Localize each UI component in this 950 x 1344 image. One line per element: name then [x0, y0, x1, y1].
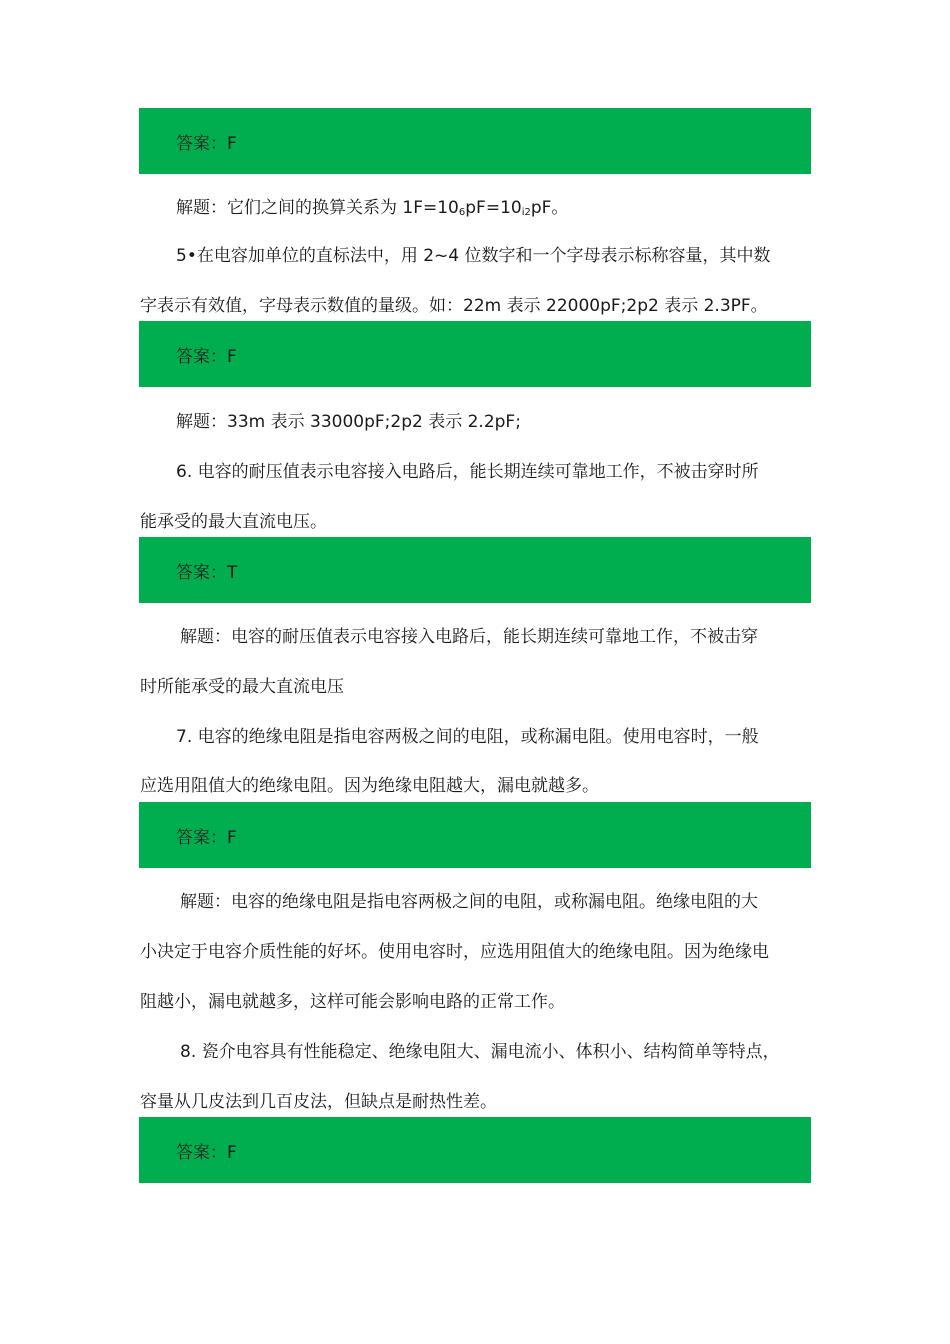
explanation-7-line-2: 小决定于电容介质性能的好坏。使用电容时，应选用阻值大的绝缘电阻。因为绝缘电	[140, 942, 769, 962]
question-7-line-1: 7. 电容的绝缘电阻是指电容两极之间的电阻，或称漏电阻。使用电容时，一般	[176, 727, 759, 747]
answer-text: 答案：F	[176, 827, 237, 848]
answer-text: 答案：T	[176, 562, 238, 583]
question-7-line-2: 应选用阻值大的绝缘电阻。因为绝缘电阻越大，漏电就越多。	[140, 776, 599, 796]
question-6-line-2: 能承受的最大直流电压。	[140, 512, 327, 532]
explanation-7-line-3: 阻越小，漏电就越多，这样可能会影响电路的正常工作。	[140, 992, 565, 1012]
answer-text: 答案：F	[176, 133, 237, 154]
explanation-6-line-1: 解题：电容的耐压值表示电容接入电路后，能长期连续可靠地工作，不被击穿	[180, 627, 758, 647]
answer-bar-5	[139, 321, 811, 387]
question-5-line-1: 5•在电容加单位的直标法中，用 2~4 位数字和一个字母表示标称容量，其中数	[176, 246, 771, 266]
question-8-line-1: 8. 瓷介电容具有性能稳定、绝缘电阻大、漏电流小、体积小、结构简单等特点，	[180, 1042, 780, 1062]
answer-bar-6	[139, 537, 811, 603]
answer-bar-8	[139, 1117, 811, 1183]
answer-bar-4	[139, 108, 811, 174]
explanation-6-line-2: 时所能承受的最大直流电压	[140, 677, 344, 697]
explanation-5: 解题：33m 表示 33000pF;2p2 表示 2.2pF;	[176, 412, 521, 432]
question-6-line-1: 6. 电容的耐压值表示电容接入电路后，能长期连续可靠地工作，不被击穿时所	[176, 462, 759, 482]
question-8-line-2: 容量从几皮法到几百皮法，但缺点是耐热性差。	[140, 1092, 497, 1112]
question-5-line-2: 字表示有效值，字母表示数值的量级。如：22m 表示 22000pF;2p2 表示 2.3PF。	[140, 296, 768, 316]
answer-bar-7	[139, 802, 811, 868]
explanation-4: 解题：它们之间的换算关系为 $1F=10_6pF=10_{i2}pF$。	[176, 198, 569, 218]
answer-text: 答案：F	[176, 1142, 237, 1163]
answer-text: 答案：F	[176, 346, 237, 367]
explanation-7-line-1: 解题：电容的绝缘电阻是指电容两极之间的电阻，或称漏电阻。绝缘电阻的大	[180, 892, 758, 912]
